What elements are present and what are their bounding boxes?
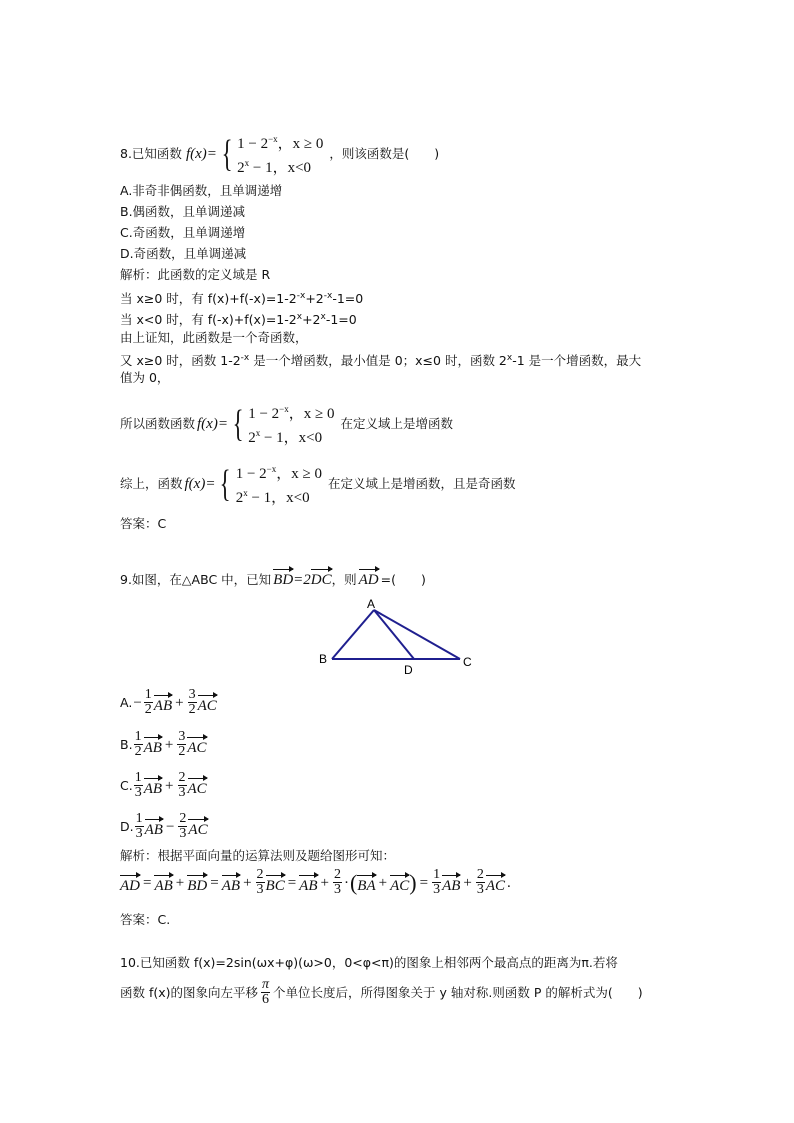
q9-option-d: D. $\frac{1}{3}$ AB − $\frac{2}{3}$ AC bbox=[120, 811, 208, 841]
q8-analysis-8: 综上，函数 f(x)= { $1 - 2^{-x}$，x ≥ 0 $2^x - 1$，x<0 在定义域上是增函数，且是奇函数 bbox=[120, 463, 516, 506]
triangle-figure bbox=[318, 596, 478, 681]
label-a: A bbox=[367, 597, 376, 611]
q8-analysis-5: 又 x≥0 时，函数 $1-2^{-x}$ 是一个增函数，最小值是 0；x≤0 时，函数 2$^x$-1 是一个增函数，最大 bbox=[120, 353, 642, 369]
label-b: B bbox=[319, 652, 328, 666]
label-c: C bbox=[463, 655, 472, 669]
q8-stem-suffix: ，则该函数是( ) bbox=[329, 146, 440, 161]
vec-bd: BD bbox=[273, 566, 293, 588]
q8-answer: 答案：C bbox=[120, 516, 167, 531]
q9-option-a: A. − $\frac{1}{2}$ AB + $\frac{3}{2}$ AC bbox=[120, 687, 217, 717]
edge-ac bbox=[374, 610, 460, 659]
q9-answer: 答案：C. bbox=[120, 912, 171, 927]
q9-analysis: 解析：根据平面向量的运算法则及题给图形可知： bbox=[120, 848, 396, 863]
q9-option-b: B. $\frac{1}{2}$ AB + $\frac{3}{2}$ AC bbox=[120, 729, 207, 759]
label-d: D bbox=[404, 663, 413, 677]
q9-stem: 9.如图，在△ABC 中，已知 BD =2 DC ，则 AD =( ) bbox=[120, 566, 426, 588]
q8-analysis-2: 当 x≥0 时，有 $f(x)+f(-x)=1-2^{-x}+2^{-x}-1=0$ bbox=[120, 291, 364, 307]
q10-line2: 函数 f(x)的图象向左平移 $\frac{\pi}{6}$ 个单位长度后，所得图象关于 y 轴对称.则函数 P 的解析式为( ) bbox=[120, 977, 643, 1007]
q8-brace: { bbox=[221, 133, 233, 175]
q8-case1: $1 - 2^{-x}$，x ≥ 0 bbox=[237, 134, 324, 152]
q8-fx: f(x)= bbox=[185, 146, 217, 162]
q9-derivation: AD = AB + BD = AB + $\frac{2}{3}$ BC = AB + $\frac{2}{3}$ · ( BA + AC ) = $\frac{1}{3}$ AB + $\frac{2}{3}$ AC . bbox=[120, 867, 511, 897]
q8-analysis-6: 值为 0， bbox=[120, 370, 170, 385]
q8-analysis-3: 当 x<0 时，有 $f(-x)+f(x)=1-2^x+2^x-1=0$ bbox=[120, 312, 357, 328]
segment-ad bbox=[374, 610, 414, 659]
q8-analysis-4: 由上证知，此函数是一个奇函数， bbox=[120, 330, 308, 345]
q8-analysis-1: 解析：此函数的定义域是 R bbox=[120, 267, 271, 282]
edge-ab bbox=[332, 610, 374, 659]
q9-option-c: C. $\frac{1}{3}$ AB + $\frac{2}{3}$ AC bbox=[120, 770, 207, 800]
q8-cases bbox=[237, 130, 323, 178]
q8-stem-prefix: 8.已知函数 bbox=[120, 146, 182, 161]
q8-case2: $2^x - 1$，x<0 bbox=[237, 158, 312, 176]
q8-analysis-7: 所以函数函数 f(x)= { $1 - 2^{-x}$，x ≥ 0 $2^x - 1$，x<0 在定义域上是增函数 bbox=[120, 403, 453, 446]
q8-option-b: B.偶函数，且单调递减 bbox=[120, 204, 246, 219]
q8-option-a: A.非奇非偶函数，且单调递增 bbox=[120, 183, 283, 198]
q8-option-c: C.奇函数，且单调递增 bbox=[120, 225, 246, 240]
q8-stem bbox=[120, 130, 439, 178]
vec-dc: DC bbox=[311, 566, 332, 588]
vec-ad: AD bbox=[359, 566, 379, 588]
q10-line1: 10.已知函数 f(x)=2sin(ωx+φ)(ω>0，0<φ<π)的图象上相邻两个最高点的距离为π.若将 bbox=[120, 955, 618, 970]
q8-option-d: D.奇函数，且单调递减 bbox=[120, 246, 247, 261]
